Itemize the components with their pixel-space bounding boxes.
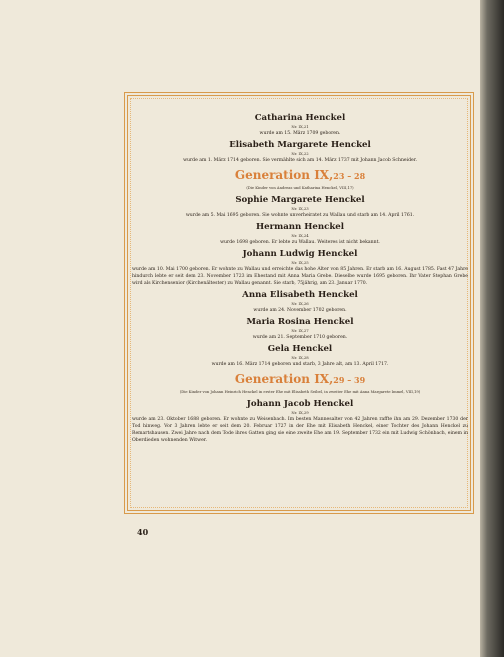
entry-number: Nr. IX,23 bbox=[291, 206, 309, 211]
generation-heading bbox=[132, 168, 468, 184]
generation-subtitle: (Die Kinder von Johann Heinrich Henckel in erster Ehe mit Elisabeth Seibel, in zweiter Ehe mit Anna Margarete Immel, VIII,19) bbox=[179, 390, 421, 394]
book-page-edge bbox=[480, 0, 504, 657]
entry-text: wurde am 16. März 1714 geboren und starb, 3 Jahre alt, am 13. April 1717. bbox=[211, 362, 389, 367]
entry-text: wurde am 21. September 1710 geboren. bbox=[252, 335, 348, 340]
entry-name: Hermann Henckel bbox=[255, 222, 345, 232]
entry-number: Nr. IX,27 bbox=[291, 328, 309, 333]
entry-number: Nr. IX,21 bbox=[291, 124, 309, 129]
entry-name: Elisabeth Margarete Henckel bbox=[229, 140, 371, 150]
entry-name: Sophie Margarete Henckel bbox=[235, 195, 365, 205]
entry-text: wurde am 24. November 1702 geboren. bbox=[253, 308, 347, 313]
entry-name: Maria Rosina Henckel bbox=[246, 317, 354, 327]
entry-name: Catharina Henckel bbox=[254, 113, 346, 123]
entry-text: wurde am 1. März 1714 geboren. Sie vermählte sich am 14. März 1737 mit Johann Jacob Schneider. bbox=[183, 158, 417, 163]
entry-name: Johann Ludwig Henckel bbox=[242, 249, 358, 259]
entry-number: Nr. IX,28 bbox=[291, 355, 309, 360]
entry-number: Nr. IX,26 bbox=[291, 301, 309, 306]
generation-range: 23 – 28 bbox=[333, 171, 366, 181]
entry-name: Gela Henckel bbox=[267, 344, 333, 354]
entry-text: wurde am 10. Mai 1700 geboren. Er wohnte zu Wallau und erreichte das hohe Alter von 85 Jahren. Er starb am 16. August 1785. Fast 47 Jahre hindurch lebte er seit dem 23. November 1723 im Ehestand mit Anna Maria Grebe. Dieselbe wurde 1695 geboren. Ihr Vater Stephan Grebe wird als Kirchensenior (Kirchenältester) zu Wallau genannt. Sie starb, 75jährig, am 23. Januar 1770. bbox=[132, 267, 468, 286]
generation-subtitle: (Die Kinder von Andreas und Katharina Henckel, VIII,17) bbox=[246, 186, 354, 190]
entry-name: Johann Jacob Henckel bbox=[246, 399, 354, 409]
entry-text: wurde am 23. Oktober 1688 geboren. Er wohnte zu Weisenbach. Im besten Mannesalter von 42 Jahren raffte ihn am 29. Dezember 1730 der Tod hinweg. Vor 3 Jahren lebte er seit dem 20. Februar 1727 in der Ehe mit Elisabeth Henckel, einer Tochter des Johann Henckel zu Remartshausen. Zwei Jahre nach dem Tode ihres Gatten ging sie eine zweite Ehe am 19. September 1732 ein mit Ludwig Schönbach, einem in Oberdieden wohnenden Witwer. bbox=[132, 417, 468, 443]
page-number: 40 bbox=[137, 527, 149, 537]
generation-title: Generation IX, bbox=[234, 168, 334, 182]
entry-name: Anna Elisabeth Henckel bbox=[242, 290, 358, 300]
generation-title: Generation IX, bbox=[234, 372, 334, 386]
entry-text: wurde 1698 geboren. Er lebte zu Wallau. Weiteres ist nicht bekannt. bbox=[220, 240, 380, 245]
generation-heading bbox=[132, 372, 468, 388]
entry-number: Nr. IX,24 bbox=[291, 233, 309, 238]
entry-number: Nr. IX,22 bbox=[291, 151, 309, 156]
entry-number: Nr. IX,29 bbox=[291, 410, 309, 415]
page-content bbox=[132, 113, 468, 447]
generation-range: 29 – 39 bbox=[333, 375, 366, 385]
entry-text: wurde am 15. März 1709 geboren. bbox=[259, 131, 341, 136]
entry-number: Nr. IX,25 bbox=[291, 260, 309, 265]
entry-text: wurde am 5. Mai 1695 geboren. Sie wohnte unverheiratet zu Wallau und starb am 14. April 1761. bbox=[185, 213, 415, 218]
